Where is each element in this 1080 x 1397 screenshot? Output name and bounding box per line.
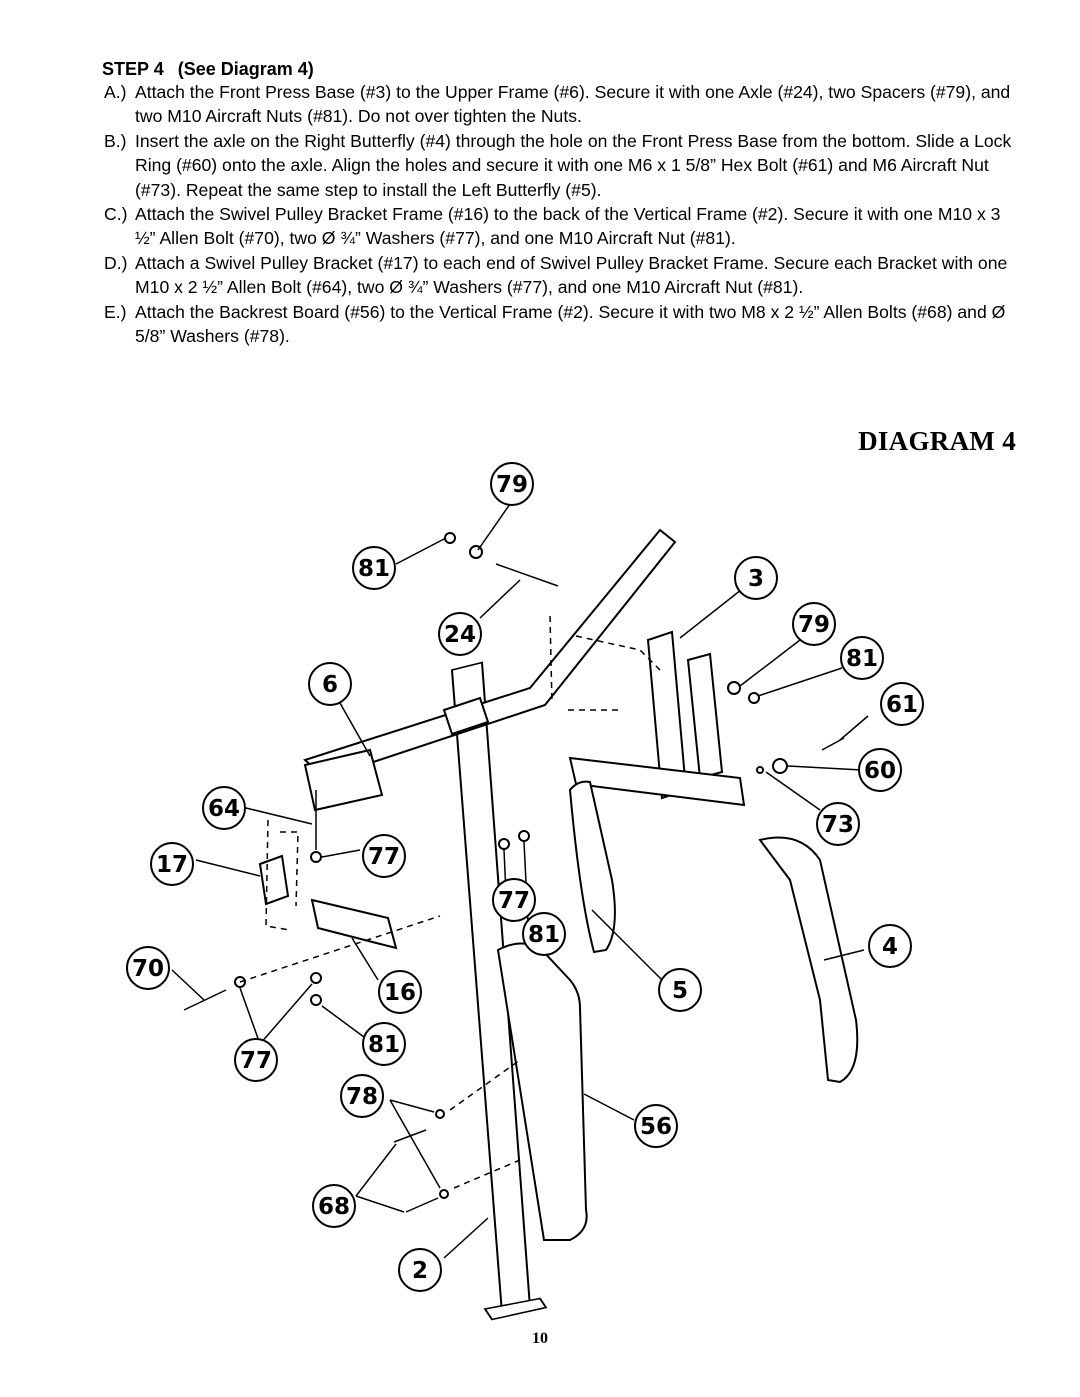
callout-70 [127, 947, 169, 989]
callout-73 [817, 803, 859, 845]
callout-79 [793, 603, 835, 645]
callout-4 [869, 925, 911, 967]
leader-line [444, 1218, 488, 1258]
callout-2 [399, 1249, 441, 1291]
leader-line [766, 772, 820, 810]
instruction-text: Attach the Backrest Board (#56) to the Vertical Frame (#2). Secure it with two M8 x 2 ½” Allen Bolts (#68) and Ø 5/8” Washers (#78). [135, 301, 1006, 347]
leader-line [196, 860, 260, 876]
callout-number: 68 [317, 1194, 351, 1220]
callout-number: 77 [497, 888, 531, 914]
callout-number: 79 [495, 472, 529, 498]
instruction-item [104, 202, 1016, 251]
callout-number: 5 [671, 978, 689, 1004]
leader-line [260, 984, 312, 1044]
callout-number: 24 [443, 622, 477, 648]
instruction-letter: A.) [104, 82, 127, 102]
callout-number: 81 [527, 922, 561, 948]
allen-bolt-68-lower [406, 1198, 438, 1212]
callout-60 [859, 749, 901, 791]
diagram-title: DIAGRAM 4 [858, 426, 1016, 456]
leader-line [246, 808, 312, 824]
step-label: STEP 4 [102, 59, 164, 79]
aircraft-nut-81 [519, 831, 529, 841]
callout-6 [309, 663, 351, 705]
instruction-text: Attach the Swivel Pulley Bracket Frame (#16) to the back of the Vertical Frame (#2). Secure it with one M10 x 3 ½” Allen Bolt (#70), two Ø ¾” Washers (#77), and one M10 Aircraft Nut (#81). [135, 204, 1001, 249]
callout-77 [235, 1039, 277, 1081]
callout-81 [841, 637, 883, 679]
washer-77 [311, 852, 321, 862]
callout-number: 70 [131, 956, 165, 982]
leader-line [390, 1100, 440, 1188]
callout-77 [363, 835, 405, 877]
callout-number: 79 [797, 612, 831, 638]
callout-81 [363, 1023, 405, 1065]
instruction-item [104, 251, 1016, 300]
instruction-letter: B.) [104, 130, 127, 151]
instruction-list [104, 80, 1016, 348]
leader-line [356, 1196, 404, 1212]
callout-number: 73 [821, 812, 855, 838]
callout-3 [735, 557, 777, 599]
page-number: 10 [532, 1330, 548, 1347]
callout-24 [439, 613, 481, 655]
leader-line [352, 938, 378, 980]
step-diagram-reference: (See Diagram 4) [177, 59, 314, 79]
aircraft-nut-73 [757, 767, 763, 773]
leader-line [740, 640, 800, 686]
allen-bolt-70 [184, 990, 226, 1010]
washer-77 [311, 973, 321, 983]
leader-line [680, 586, 746, 638]
leader-line [172, 970, 204, 1000]
instruction-text: Attach a Swivel Pulley Bracket (#17) to each end of Swivel Pulley Bracket Frame. Secure each Bracket with one M10 x 2 ½” Allen Bolt (#64), two Ø ¾” Washers (#77), and one M10 Aircraft Nut (#81). [135, 252, 1008, 298]
leader-line [322, 1006, 368, 1040]
callout-56 [635, 1105, 677, 1147]
leader-line [356, 1144, 396, 1196]
callout-17 [151, 843, 193, 885]
aircraft-nut-81 [749, 693, 759, 703]
lock-ring-60 [773, 759, 787, 773]
leader-line [584, 1094, 634, 1120]
callout-number: 3 [747, 566, 765, 592]
callout-61 [881, 683, 923, 725]
callout-79 [491, 463, 533, 505]
callout-81 [523, 913, 565, 955]
callout-number: 77 [239, 1048, 273, 1074]
spacer-79 [728, 682, 740, 694]
washer-78 [440, 1190, 448, 1198]
callout-number: 77 [367, 844, 401, 870]
axle [496, 564, 558, 586]
leader-line [758, 668, 842, 696]
callout-64 [203, 787, 245, 829]
callout-number: 81 [845, 646, 879, 672]
callout-number: 78 [345, 1084, 379, 1110]
aircraft-nut-81 [311, 995, 321, 1005]
callout-number: 16 [383, 980, 417, 1006]
instruction-text: Insert the axle on the Right Butterfly (#4) through the hole on the Front Press Base from the bottom. Slide a Lock Ring (#60) onto the axle. Align the holes and secure it with one M6 x 1 5/8” Hex Bolt (#61) and M6 Aircraft Nut (#73). Repeat the same step to install the Left Butterfly (#5). [135, 130, 1012, 200]
callout-number: 64 [207, 796, 241, 822]
callout-77 [493, 879, 535, 921]
callout-81 [353, 547, 395, 589]
instruction-letter: D.) [104, 252, 128, 273]
right-butterfly [760, 838, 857, 1083]
leader-line [840, 716, 868, 740]
washer-77 [499, 839, 509, 849]
callout-16 [379, 971, 421, 1013]
callout-number: 56 [639, 1114, 673, 1140]
swivel-pulley-bracket [260, 856, 288, 904]
aircraft-nut-81 [445, 533, 455, 543]
leader-line [396, 538, 446, 564]
instruction-letter: C.) [104, 204, 128, 225]
assembly-diagram [100, 460, 1000, 1330]
instruction-item [104, 129, 1016, 202]
callout-5 [659, 969, 701, 1011]
callout-number: 4 [881, 934, 899, 960]
callout-number: 60 [863, 758, 897, 784]
callout-number: 81 [357, 556, 391, 582]
callout-number: 6 [321, 672, 339, 698]
leader-line [240, 988, 260, 1044]
callout-68 [313, 1185, 355, 1227]
leader-line [788, 766, 862, 770]
callout-number: 2 [411, 1258, 429, 1284]
washer-78 [436, 1110, 444, 1118]
callout-78 [341, 1075, 383, 1117]
leader-line [480, 580, 520, 618]
instruction-item [104, 80, 1016, 129]
leader-line [478, 504, 510, 550]
leader-line [322, 850, 360, 857]
callout-number: 81 [367, 1032, 401, 1058]
front-press-base-post-right [688, 654, 722, 778]
instruction-text: Attach the Front Press Base (#3) to the Upper Frame (#6). Secure it with one Axle (#24), two Spacers (#79), and two M10 Aircraft Nuts (#81). Do not over tighten the Nuts. [135, 82, 1011, 127]
instruction-item [104, 300, 1016, 349]
instruction-letter: E.) [104, 301, 127, 322]
step-heading [102, 59, 314, 80]
callout-number: 17 [155, 852, 189, 878]
callout-number: 61 [885, 692, 919, 718]
